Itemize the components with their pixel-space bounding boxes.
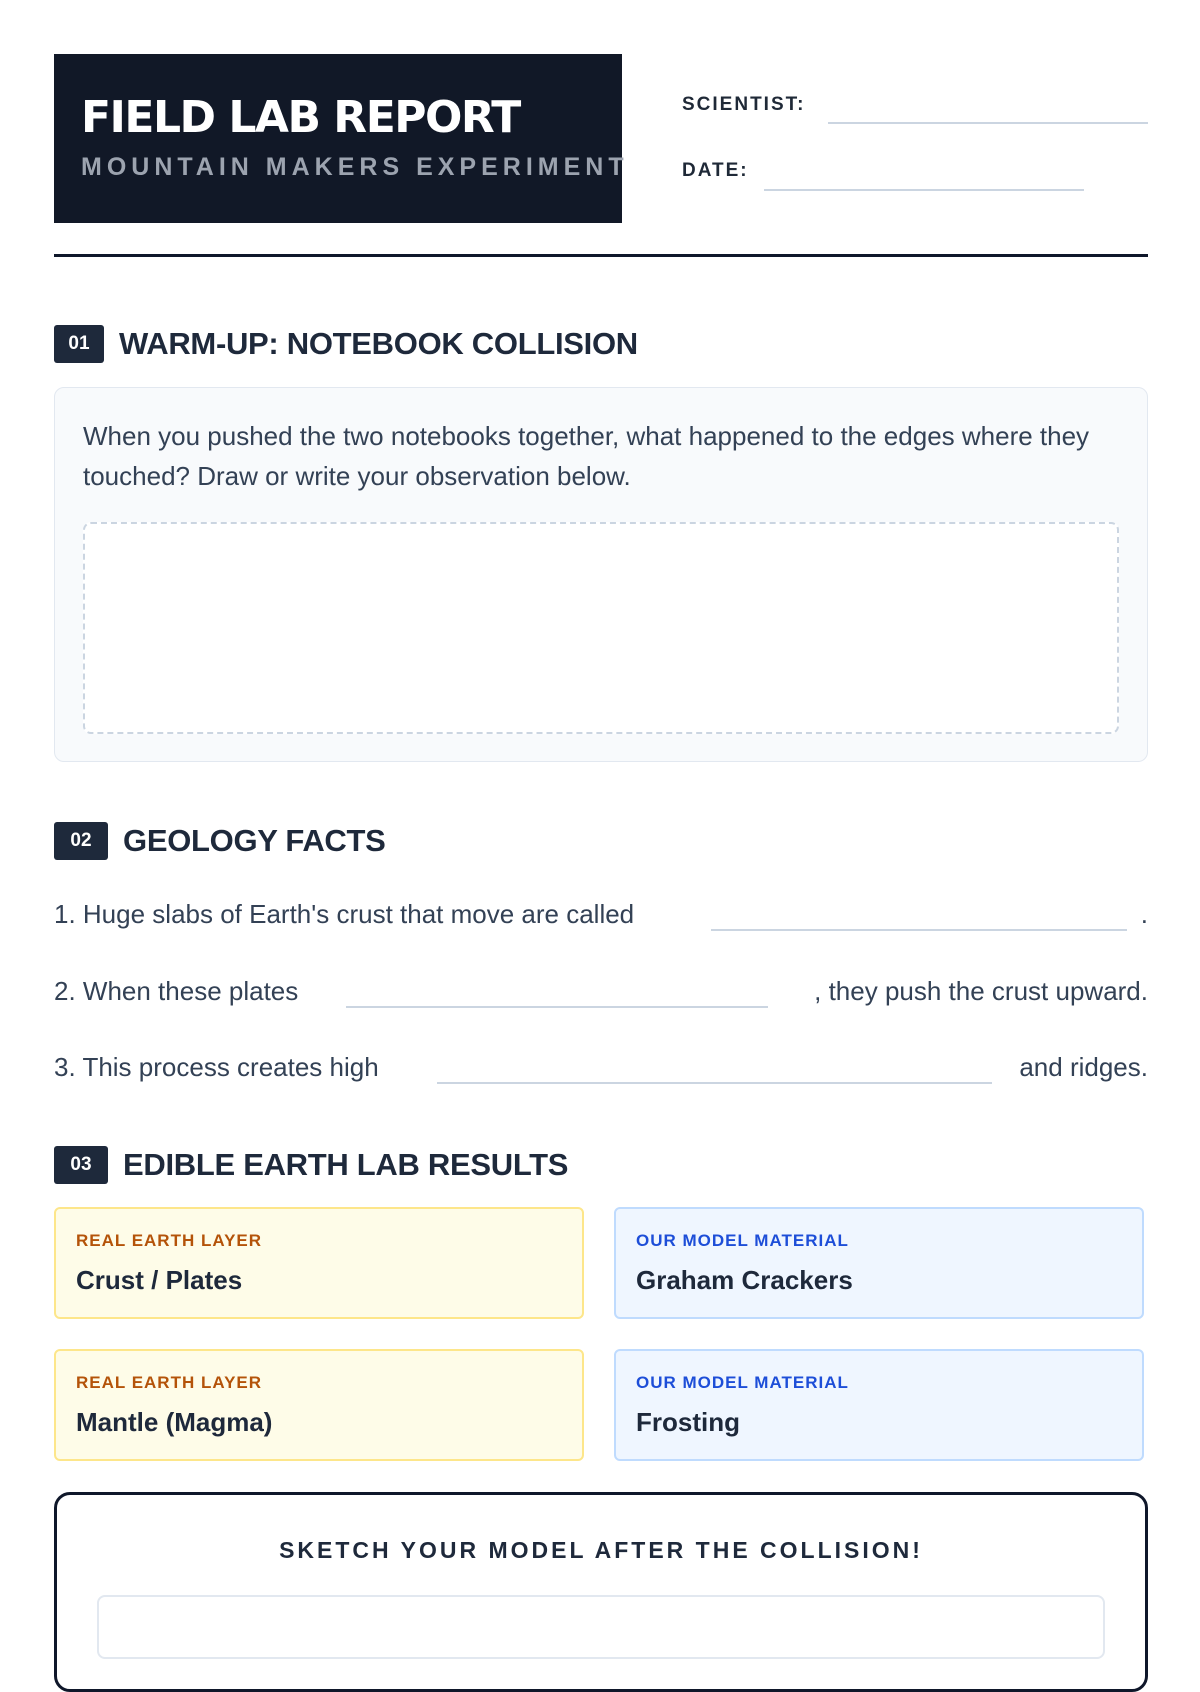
earth-layer-label: REAL EARTH LAYER <box>76 1231 263 1250</box>
warmup-question-card <box>54 387 1148 762</box>
fact-blank[interactable] <box>711 929 1127 931</box>
fact-ending: and ridges. <box>1019 1052 1148 1082</box>
section-1-heading <box>54 325 638 363</box>
section-2-heading <box>54 822 386 860</box>
warmup-question: When you pushed the two notebooks together, what happened to the edges where they touched? Draw or write your observation below. <box>83 421 1090 491</box>
fact-text: 3. This process creates high <box>54 1052 379 1082</box>
date-label: DATE: <box>682 160 749 181</box>
date-field[interactable] <box>764 189 1084 191</box>
fact-item <box>54 1052 1148 1092</box>
scientist-field[interactable] <box>828 122 1148 124</box>
earth-layer-value: Crust / Plates <box>76 1265 243 1295</box>
section-number-badge: 02 <box>54 822 108 860</box>
title-banner <box>54 54 629 223</box>
report-title: FIELD LAB REPORT <box>81 92 520 143</box>
model-material-card <box>614 1207 1144 1319</box>
fact-ending: , they push the crust upward. <box>814 976 1148 1006</box>
earth-layer-label: REAL EARTH LAYER <box>76 1373 263 1392</box>
section-number-badge: 03 <box>54 1146 108 1184</box>
sketch-title: SKETCH YOUR MODEL AFTER THE COLLISION! <box>279 1537 923 1563</box>
section-3-heading <box>54 1146 568 1184</box>
model-material-value: Graham Crackers <box>636 1265 853 1295</box>
fact-text: 1. Huge slabs of Earth's crust that move are called <box>54 899 635 929</box>
model-material-card <box>614 1349 1144 1461</box>
fact-blank[interactable] <box>346 1006 768 1008</box>
report-subtitle: MOUNTAIN MAKERS EXPERIMENT <box>81 153 629 181</box>
section-title: WARM-UP: NOTEBOOK COLLISION <box>119 326 638 361</box>
fact-blank[interactable] <box>437 1082 992 1084</box>
scientist-label: SCIENTIST: <box>682 94 806 115</box>
section-number-badge: 01 <box>54 325 104 363</box>
sketch-drawing-area[interactable] <box>97 1595 1105 1659</box>
report-header <box>54 54 1148 257</box>
fact-item <box>54 899 1148 939</box>
section-title: GEOLOGY FACTS <box>123 823 386 858</box>
lab-report-page <box>54 54 1148 1563</box>
observation-drawing-area[interactable] <box>83 522 1119 734</box>
earth-layer-card <box>54 1349 584 1461</box>
section-title: EDIBLE EARTH LAB RESULTS <box>123 1147 569 1182</box>
fact-item <box>54 976 1148 1016</box>
earth-layer-value: Mantle (Magma) <box>76 1407 273 1437</box>
fact-ending: . <box>1140 899 1148 929</box>
sketch-panel <box>54 1492 1148 1692</box>
fact-text: 2. When these plates <box>54 976 299 1006</box>
model-material-label: OUR MODEL MATERIAL <box>636 1231 849 1250</box>
model-material-label: OUR MODEL MATERIAL <box>636 1373 849 1392</box>
model-material-value: Frosting <box>636 1407 740 1437</box>
earth-layer-card <box>54 1207 584 1319</box>
